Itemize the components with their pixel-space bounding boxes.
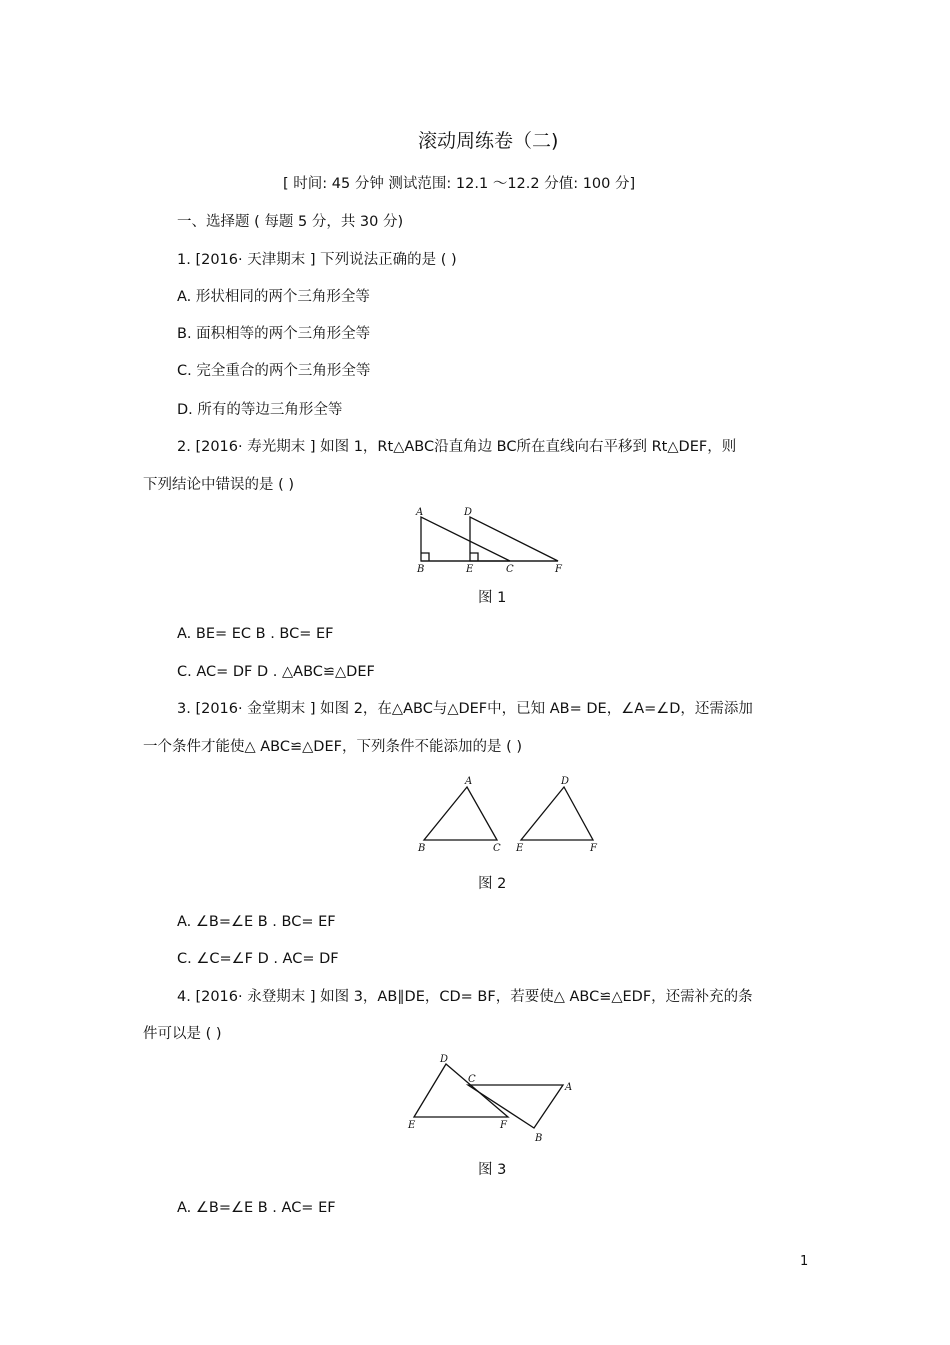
- label-d: D: [440, 1054, 449, 1065]
- section-heading: 一、选择题 ( 每题 5 分，共 30 分): [177, 214, 404, 230]
- triangle-def: [470, 517, 558, 561]
- label-e: E: [466, 564, 474, 575]
- label-d: D: [464, 507, 473, 518]
- right-angle-mark-b: [421, 553, 429, 561]
- label-b: B: [418, 843, 426, 854]
- figure-3-caption: 图 3: [478, 1162, 507, 1178]
- triangle-abc: [424, 787, 497, 840]
- figure-1-caption: 图 1: [478, 590, 507, 606]
- page-number: 1: [800, 1254, 809, 1269]
- label-a: A: [565, 1082, 573, 1093]
- q2-stem-line2: 下列结论中错误的是 ( ): [143, 477, 295, 493]
- triangle-abc: [468, 1085, 563, 1128]
- label-a: A: [465, 776, 473, 787]
- q3-stem-line1: 3. [2016· 金堂期末 ] 如图 2，在△ABC与△DEF中，已知 AB= DE，∠A=∠D，还需添加: [177, 701, 753, 717]
- label-b: B: [417, 564, 425, 575]
- q1-option-b: B. 面积相等的两个三角形全等: [177, 326, 371, 342]
- label-f: F: [590, 843, 597, 854]
- figure-2-two-triangles: [410, 772, 610, 858]
- exam-meta: [ 时间: 45 分钟 测试范围: 12.1 ～12.2 分值: 100 分]: [283, 176, 636, 192]
- q3-options-cd: C. ∠C=∠F D . AC= DF: [177, 951, 339, 967]
- label-b: B: [535, 1133, 543, 1144]
- figure-3-parallel-triangles: [402, 1052, 582, 1148]
- label-f: F: [555, 564, 562, 575]
- label-d: D: [561, 776, 570, 787]
- q1-stem: 1. [2016· 天津期末 ] 下列说法正确的是 ( ): [177, 252, 457, 268]
- triangle-abc: [421, 517, 510, 561]
- q4-options-ab: A. ∠B=∠E B . AC= EF: [177, 1200, 336, 1216]
- q1-option-c: C. 完全重合的两个三角形全等: [177, 363, 371, 379]
- q3-options-ab: A. ∠B=∠E B . BC= EF: [177, 914, 336, 930]
- triangle-def: [521, 787, 593, 840]
- q3-stem-line2: 一个条件才能使△ ABC≌△DEF，下列条件不能添加的是 ( ): [143, 739, 522, 755]
- right-angle-mark-e: [470, 553, 478, 561]
- figure-2-caption: 图 2: [478, 876, 507, 892]
- q1-option-a: A. 形状相同的两个三角形全等: [177, 289, 370, 305]
- label-a: A: [416, 507, 424, 518]
- q2-options-cd: C. AC= DF D . △ABC≌△DEF: [177, 664, 375, 680]
- q4-stem-line2: 件可以是 ( ): [143, 1026, 222, 1042]
- label-e: E: [408, 1120, 416, 1131]
- label-c: C: [493, 843, 501, 854]
- q4-stem-line1: 4. [2016· 永登期末 ] 如图 3，AB∥DE，CD= BF，若要使△ ABC≌△EDF，还需补充的条: [177, 989, 753, 1005]
- figure-1-translated-triangles: [405, 505, 575, 577]
- triangle-edf: [414, 1064, 508, 1117]
- label-f: F: [500, 1120, 507, 1131]
- label-c: C: [506, 564, 514, 575]
- q2-options-ab: A. BE= EC B . BC= EF: [177, 626, 334, 642]
- label-c: C: [468, 1074, 476, 1085]
- q1-option-d: D. 所有的等边三角形全等: [177, 402, 343, 418]
- q2-stem-line1: 2. [2016· 寿光期末 ] 如图 1，Rt△ABC沿直角边 BC所在直线向右平移到 Rt△DEF，则: [177, 439, 737, 455]
- label-e: E: [516, 843, 524, 854]
- page-title: 滚动周练卷（二): [418, 130, 559, 152]
